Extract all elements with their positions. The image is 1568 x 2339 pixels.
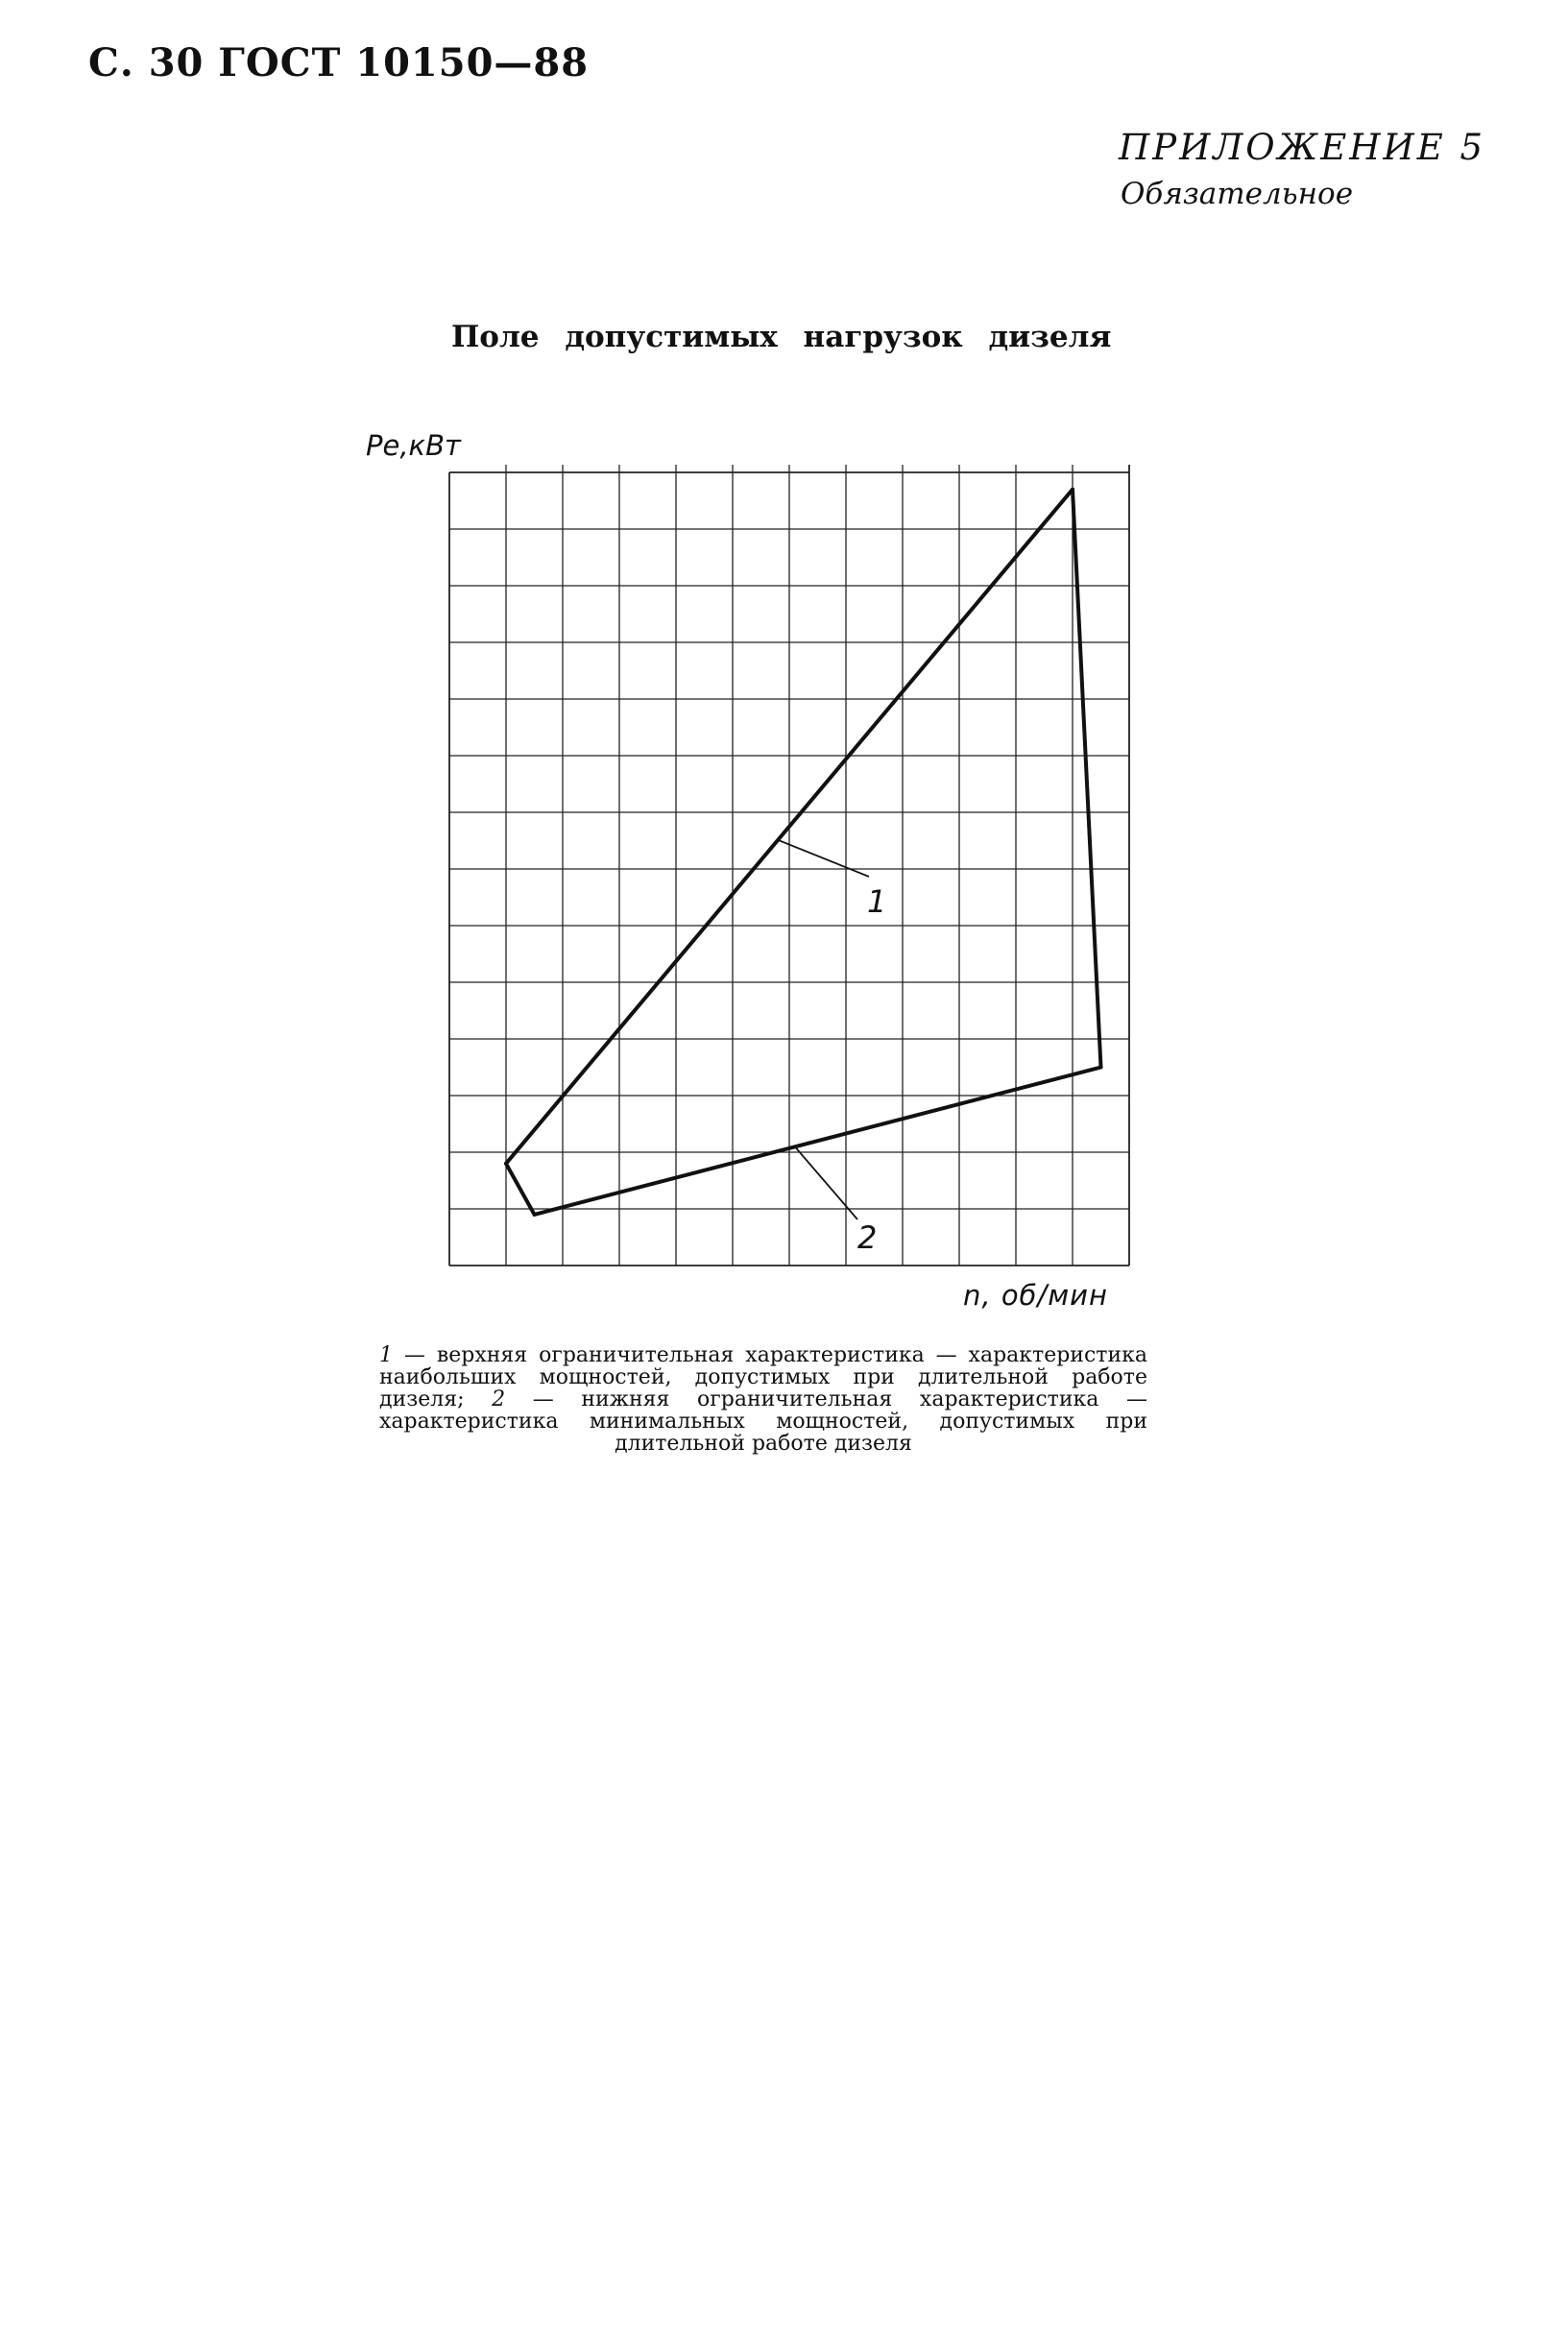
boundary-segment-3 [506, 1164, 535, 1215]
boundary-segment-2 [1073, 490, 1101, 1068]
legend-item-1-number: 1 [379, 1343, 393, 1367]
y-axis-label: Pe,кВт [366, 429, 461, 462]
curve-1-leader [778, 840, 869, 877]
figure-legend [379, 1344, 1147, 1455]
chart-curves [506, 490, 1101, 1215]
appendix-title: ПРИЛОЖЕНИЕ 5 [1119, 127, 1486, 168]
chart-grid [449, 465, 1129, 1266]
legend-item-2-text: — нижняя ограничительная характеристика — характеристика минимальных мощностей, допустимых при длительной работе дизеля [379, 1387, 1147, 1456]
curve-2-label: 2 [857, 1219, 878, 1256]
appendix-status: Обязательное [1121, 177, 1354, 211]
leader-lines [778, 840, 869, 1219]
page-header: С. 30 ГОСТ 10150—88 [88, 40, 590, 85]
legend-item-1-text: — верхняя ограничительная характеристика — характеристика наибольших мощностей, допустимых при длительной работе дизеля; [379, 1343, 1147, 1411]
figure-title: Поле допустимых нагрузок дизеля [451, 320, 1112, 354]
curve-1-label: 1 [867, 883, 887, 920]
legend-item-2-number: 2 [492, 1387, 506, 1411]
x-axis-label: n, об/мин [963, 1279, 1108, 1312]
